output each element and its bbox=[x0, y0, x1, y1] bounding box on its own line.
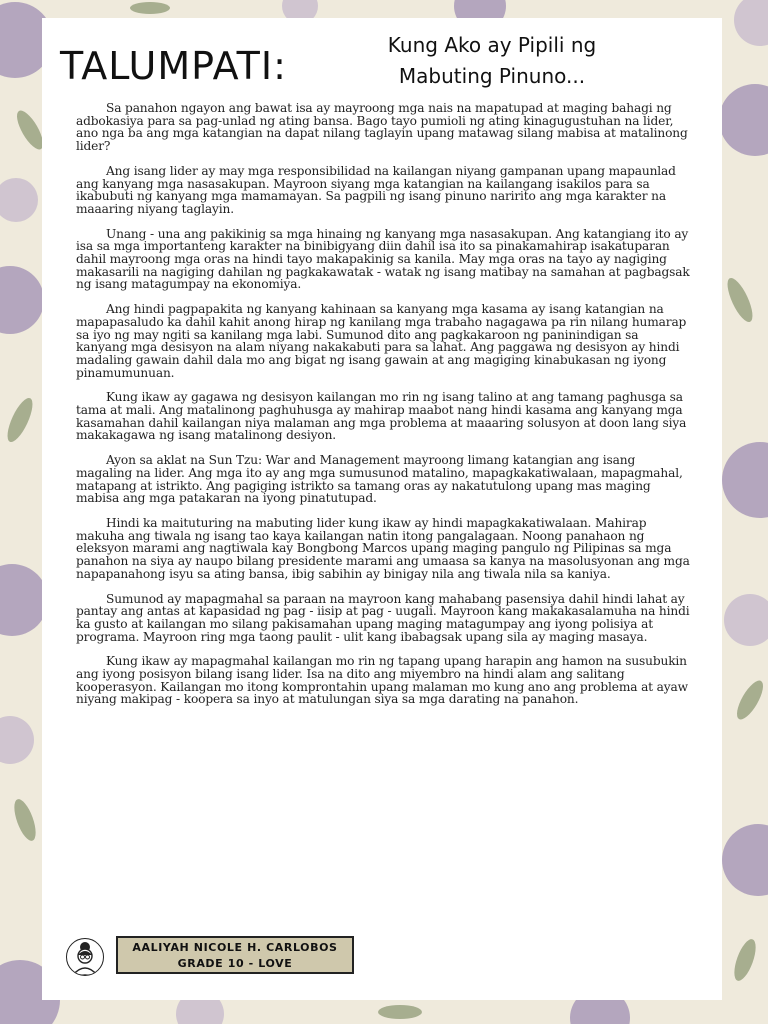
subtitle-line-2: Mabuting Pinuno... bbox=[398, 64, 586, 88]
paragraph: Kung ikaw ay mapagmahal kailangan mo rin ng tapang upang harapin ang hamon na susubukin ang iyong posisyon bilang isang lider. Isa na dito ang miyembro na hindi alam ang salitang kooperasyon. Kailangan mo itong komprontahin upang malaman mo kung ano ang problema at ayaw niyang makipag - koopera sa inyo at matulungan siya sa mga darating na panahon. bbox=[76, 654, 688, 707]
author-name: AALIYAH NICOLE H. CARLOBOS bbox=[132, 941, 338, 954]
page-subtitle bbox=[342, 30, 642, 92]
paragraph: Kung ikaw ay gagawa ng desisyon kailangan mo rin ng isang talino at ang tamang paghusga sa tama at mali. Ang matalinong paghuhusga ay mahirap maabot nang hindi kasama ang kanyang mga kasamahan dahil kailangan niya malaman ang mga problema at maaaring solusyon at doon lang siya makakagawa ng isang matalinong desiyon. bbox=[76, 390, 687, 443]
paragraph: Sumunod ay mapagmahal sa paraan na mayroon kang mahabang pasensiya dahil hindi lahat ay pantay ang antas at kapasidad ng pag - iisip at pag - uugali. Mayroon kang makakasalamuha na hindi ka gusto at kailangan mo silang pakisamahan upang maging matagumpay ang iyong polisiya at programa. Mayroon ring mga taong paulit - ulit kang ibabagsak upang sila ay maging masaya. bbox=[76, 591, 690, 644]
author-name-box bbox=[116, 936, 354, 974]
speech-body bbox=[76, 102, 692, 718]
author-avatar-icon bbox=[66, 938, 104, 976]
paragraph: Unang - una ang pakikinig sa mga hinaing ng kanyang mga nasasakupan. Ang katangiang ito ay isa sa mga importanteng karakter na binibigyang diin dahil isa ito sa pinakamahirap isakatuparan dahil mayroong mga oras na hindi tayo makapakinig sa kanila. May mga oras na tayo ay nagiging makasarili na nagiging dahilan ng pagkakawatak - watak ng isang matibay na samahan at pagbagsak ng isang matagumpay na ekonomiya. bbox=[76, 226, 690, 292]
paragraph: Ayon sa aklat na Sun Tzu: War and Management mayroong limang katangian ang isang magaling na lider. Ang mga ito ay ang mga sumusunod matalino, mapagkakatiwalaan, mapagmahal, matapang at istrikto. Ang pagiging istrikto sa tamang oras ay nakatutulong upang mas maging mabisa ang mga patakaran na iyong pinatutupad. bbox=[76, 453, 683, 506]
paragraph: Ang hindi pagpapakita ng kanyang kahinaan sa kanyang mga kasama ay isang katangian na mapapasaludo ka dahil kahit anong hirap ng kanilang mga trabaho nagagawa pa rin nilang humarap sa iyo ng may ngiti sa kanilang mga labi. Sumunod dito ang pagkakaroon ng paninindigan sa kanyang mga desisyon na alam niyang nakakabuti para sa lahat. Ang paggawa ng desisyon ay hindi madaling gawain dahil dala mo ang bigat ng isang gawain at ang magiging kinabukasan ng iyong pinamumunuan. bbox=[76, 302, 687, 380]
paragraph: Ang isang lider ay may mga responsibilidad na kailangan niyang gampanan upang mapaunlad ang kanyang mga nasasakupan. Mayroon siyang mga katangian na kailangang isakilos para sa ikabubuti ng kanyang mga mamamayan. Sa pagpili ng isang pinuno naririto ang mga karakter na maaaring niyang taglayin. bbox=[76, 163, 676, 216]
author-grade: GRADE 10 - LOVE bbox=[177, 957, 293, 970]
subtitle-line-1: Kung Ako ay Pipili ng bbox=[387, 33, 597, 57]
document-sheet bbox=[42, 18, 722, 1000]
page-title: TALUMPATI: bbox=[60, 44, 287, 88]
paragraph: Sa panahon ngayon ang bawat isa ay mayroong mga nais na mapatupad at maging bahagi ng adbokasiya para sa pag-unlad ng ating bansa. Bago tayo pumioli ng ating kinagugustuhan na lider, ano nga ba ang mga katangian na dapat nilang taglayin upang matawag silang mabisa at matalinong lider? bbox=[76, 101, 688, 154]
paragraph: Hindi ka maituturing na mabuting lider kung ikaw ay hindi mapagkakatiwalaan. Mahirap makuha ang tiwala ng isang tao kaya kailangan natin itong pangalagaan. Noong panahaon ng eleksyon marami ang nagtiwala kay Bongbong Marcos upang maging pangulo ng Pilipinas sa mga panahon na siya ay naupo bilang presidente marami ang umaasa sa kanya na masolusyonan ang mga napapanahong isyu sa ating bansa, ibig sabihin ay binigay nila ang tiwala nila sa kaniya. bbox=[76, 515, 690, 581]
